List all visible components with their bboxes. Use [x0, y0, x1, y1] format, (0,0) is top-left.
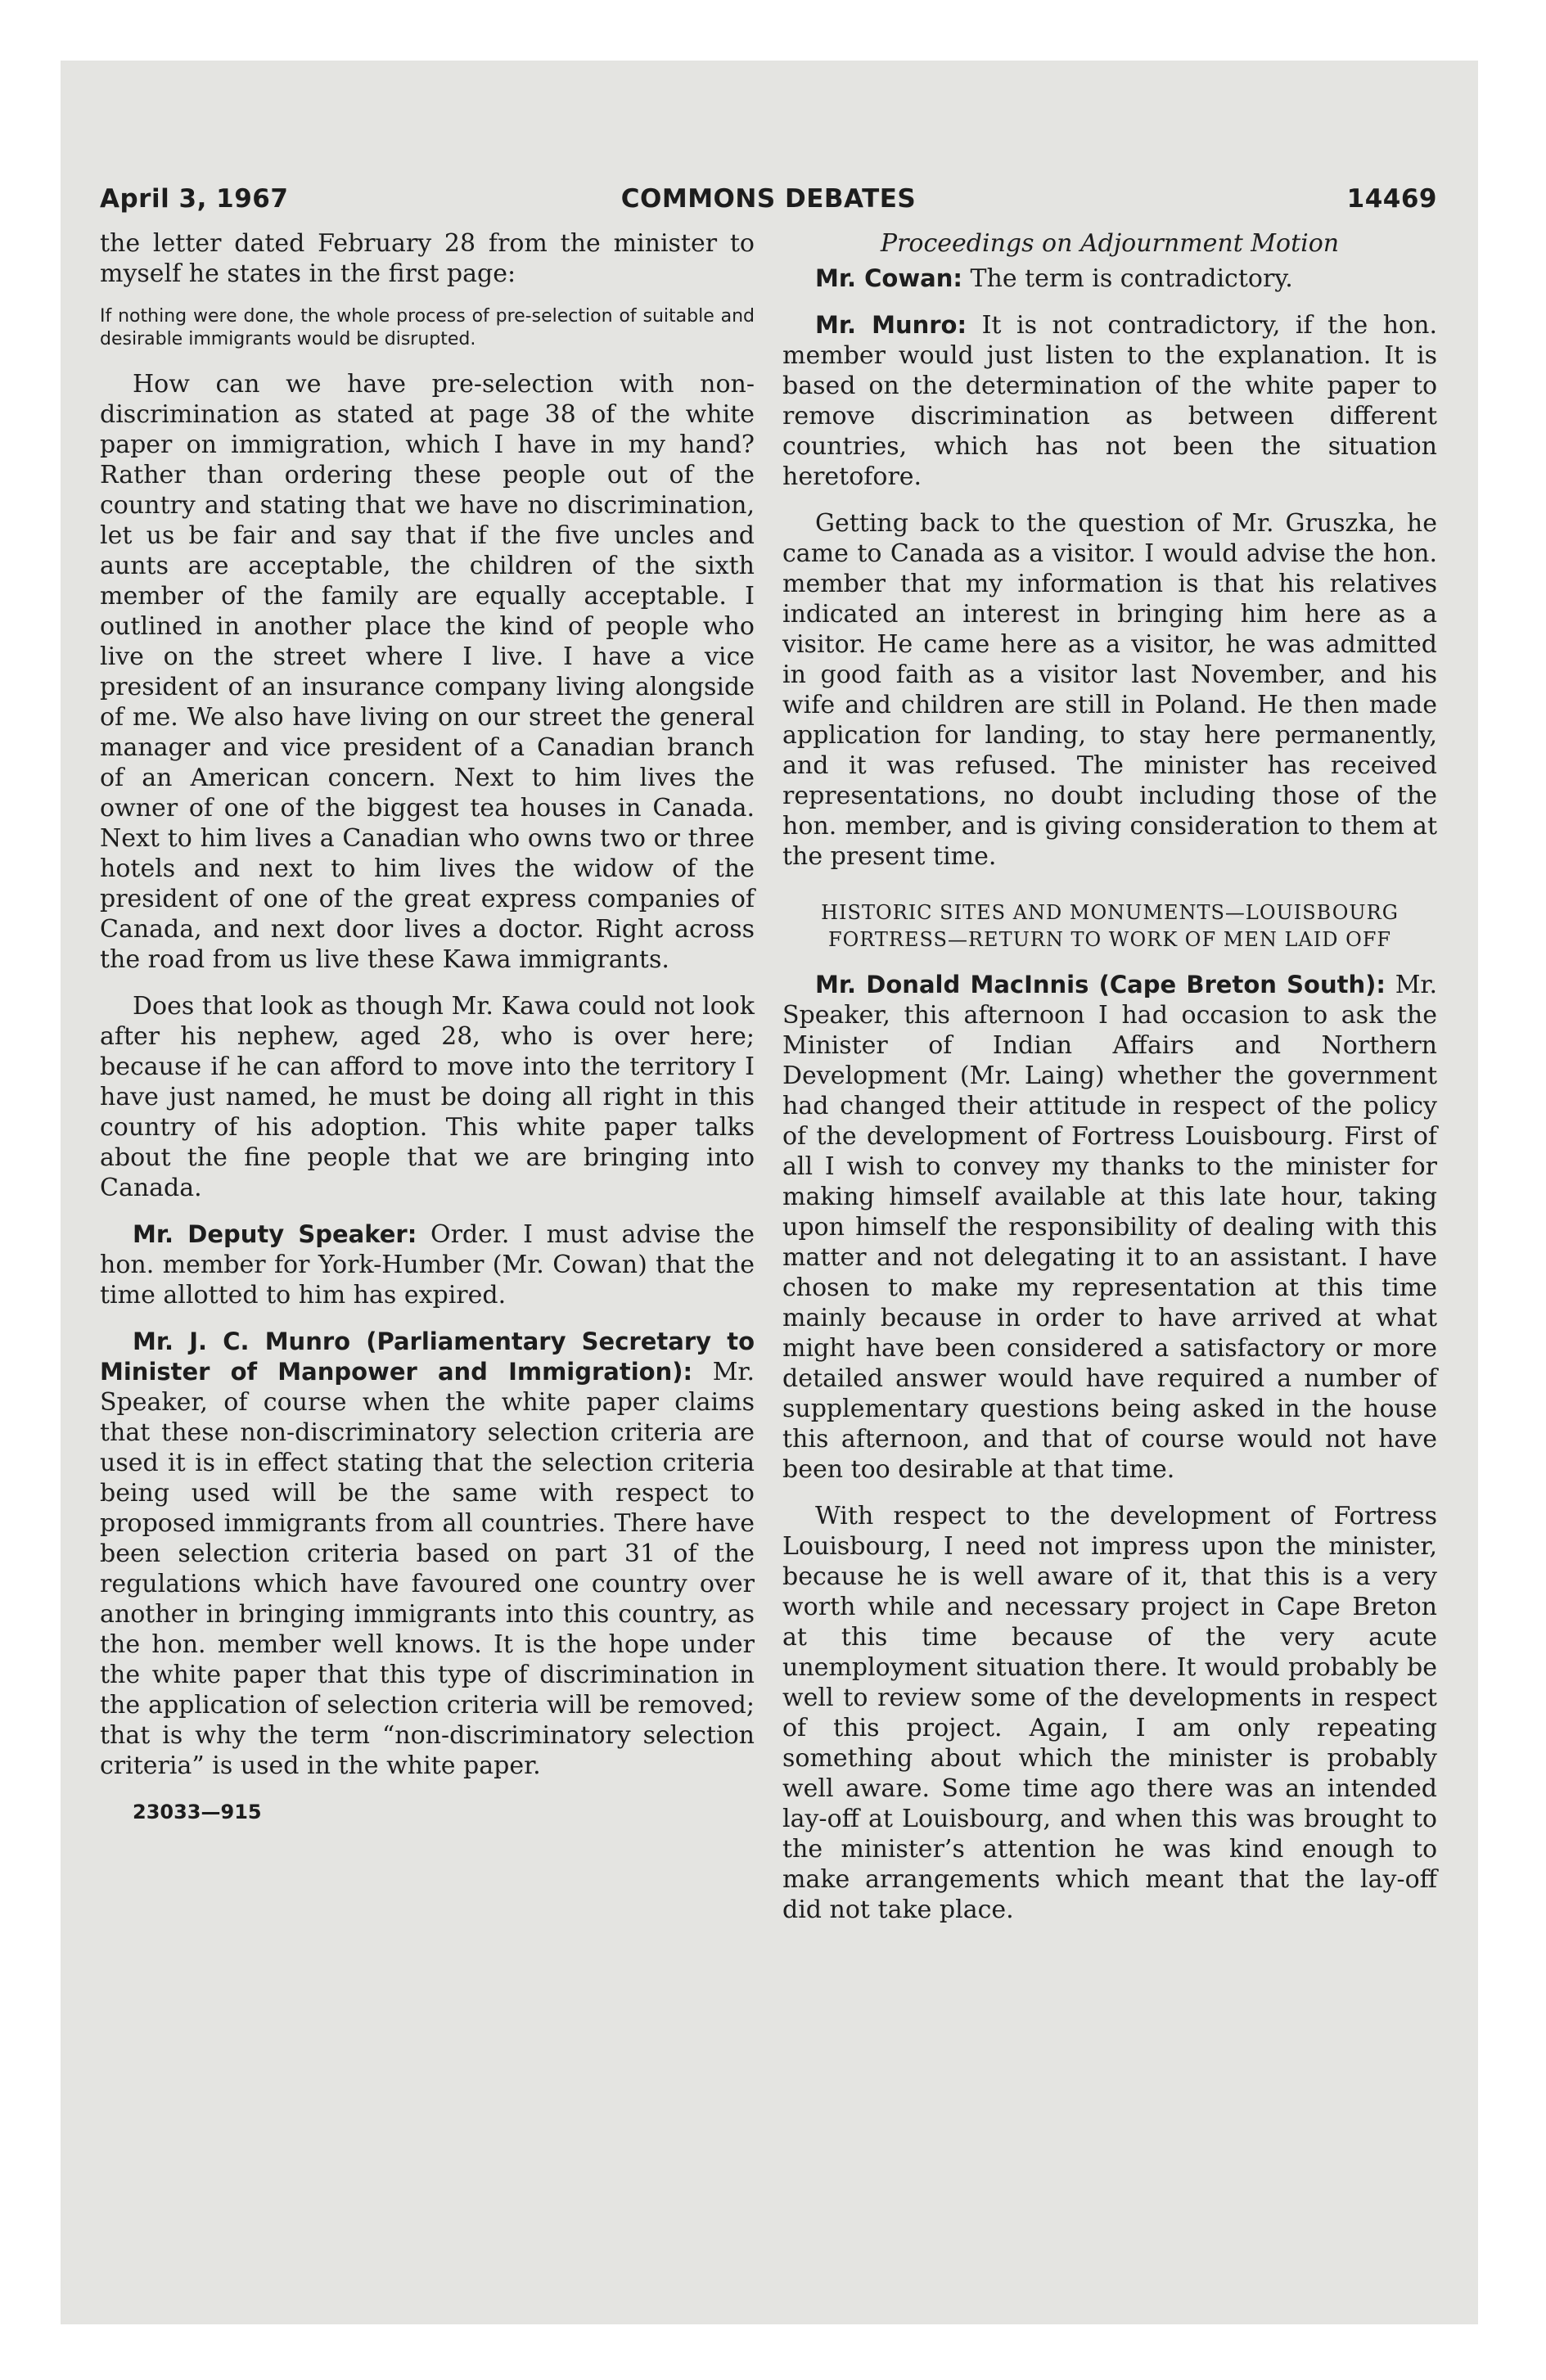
paragraph: the letter dated February 28 from the minister to myself he states in the first page:	[100, 229, 755, 288]
running-header	[100, 184, 1437, 222]
speech-text: Mr. Speaker, of course when the white paper claims that these non-discriminatory selection criteria are used it is in effect stating that the selection criteria being used will be the same with respect to proposed immigrants from all countries. There have been selection criteria based on part 31 of the regulations which have favoured one country over another in bringing immigrants into this country, as the hon. member well knows. It is the hope under the white paper that this type of discrimination in the application of selection criteria will be removed; that is why the term “non-discriminatory selection criteria” is used in the white paper.	[100, 1358, 755, 1780]
speech-text: Order. I must advise the hon. member for York-Humber (Mr. Cowan) that the time allotted to him has expired.	[100, 1220, 755, 1309]
left-column	[100, 228, 755, 1844]
header-title: COMMONS DEBATES	[620, 184, 917, 214]
paragraph: How can we have pre-selection with non-discrimination as stated at page 38 of the white paper on immigration, which I have in my hand? Rather than ordering these people out of the country and stating that we have no discrimination, let us be fair and say that if the five uncles and aunts are acceptable, the children of the sixth member of the family are equally acceptable. I outlined in another place the kind of people who live on the street where I live. I have a vice president of an insurance company living alongside of me. We also have living on our street the general manager and vice president of a Canadian branch of an American concern. Next to him lives the owner of one of the biggest tea houses in Canada. Next to him lives a Canadian who owns two or three hotels and next to him lives the widow of the president of one of the great express companies of Canada, and next door lives a doctor. Right across the road from us live these Kawa immigrants.	[100, 370, 755, 974]
header-date: April 3, 1967	[100, 184, 289, 214]
quoted-letter: If nothing were done, the whole process of pre-selection of suitable and desirable immigrants would be disrupted.	[100, 306, 755, 349]
speech-cowan	[782, 264, 1437, 294]
paragraph: Getting back to the question of Mr. Gruszka, he came to Canada as a visitor. I would advise the hon. member that my information is that his relatives indicated an interest in bringing him here as a visitor. He came here as a visitor, he was admitted in good faith as a visitor last November, and his wife and children are still in Poland. He then made application for landing, to stay here permanently, and it was refused. The minister has received representations, no doubt including those of the hon. member, and is giving consideration to them at the present time.	[782, 509, 1437, 871]
document-number: 23033—915	[133, 1801, 262, 1823]
hansard-page	[100, 184, 1437, 2148]
speech-munro	[100, 1327, 755, 1781]
right-column	[782, 228, 1437, 1941]
speech-munro-reply	[782, 310, 1437, 492]
speaker-name: Mr. Cowan:	[815, 264, 962, 292]
speech-deputy-speaker	[100, 1219, 755, 1310]
speech-text: It is not contradictory, if the hon. member would just listen to the explanation. It is based on the determination of the white paper to remove discrimination as between different countries, which has not been the situation heretofore.	[782, 311, 1437, 491]
speaker-name: Mr. Donald MacInnis (Cape Breton South):	[815, 971, 1386, 998]
speech-text: The term is contradictory.	[970, 264, 1293, 293]
speech-text: Mr. Speaker, this afternoon I had occasion to ask the Minister of Indian Affairs and Northern Development (Mr. Laing) whether the government had changed their attitude in respect of the policy of the development of Fortress Louisbourg. First of all I wish to convey my thanks to the minister for making himself available at this late hour, taking upon himself the responsibility of dealing with this matter and not delegating it to an assistant. I have chosen to make my representation at this time mainly because in order to have arrived at what might have been considered a satisfactory or more detailed answer would have required a number of supplementary questions being asked in the house this afternoon, and that of course would not have been too desirable at that time.	[782, 971, 1437, 1484]
paragraph: With respect to the development of Fortress Louisbourg, I need not impress upon the minister, because he is well aware of it, that this is a very worth while and necessary project in Cape Breton at this time because of the very acute unemployment situation there. It would probably be well to review some of the developments in respect of this project. Again, I am only repeating something about which the minister is probably well aware. Some time ago there was an intended lay-off at Louisbourg, and when this was brought to the minister’s attention he was kind enough to make arrangements which meant that the lay-off did not take place.	[782, 1502, 1437, 1924]
speaker-name: Mr. Munro:	[815, 311, 967, 339]
section-title: HISTORIC SITES AND MONUMENTS—LOUISBOURG FORTRESS—RETURN TO WORK OF MEN LAID OFF	[821, 901, 1399, 951]
speech-macinnis	[782, 970, 1437, 1485]
speaker-name: Mr. Deputy Speaker:	[133, 1220, 417, 1248]
paragraph: Does that look as though Mr. Kawa could not look after his nephew, aged 28, who is over here; because if he can afford to move into the territory I have just named, he must be doing all right in this country of his adoption. This white paper talks about the fine people that we are bringing into Canada.	[100, 992, 755, 1202]
section-subhead: Proceedings on Adjournment Motion	[880, 229, 1340, 258]
speaker-name: Mr. J. C. Munro (Parliamentary Secretary to Minister of Manpower and Immigration):	[100, 1327, 755, 1386]
page-number: 14469	[1346, 184, 1437, 214]
